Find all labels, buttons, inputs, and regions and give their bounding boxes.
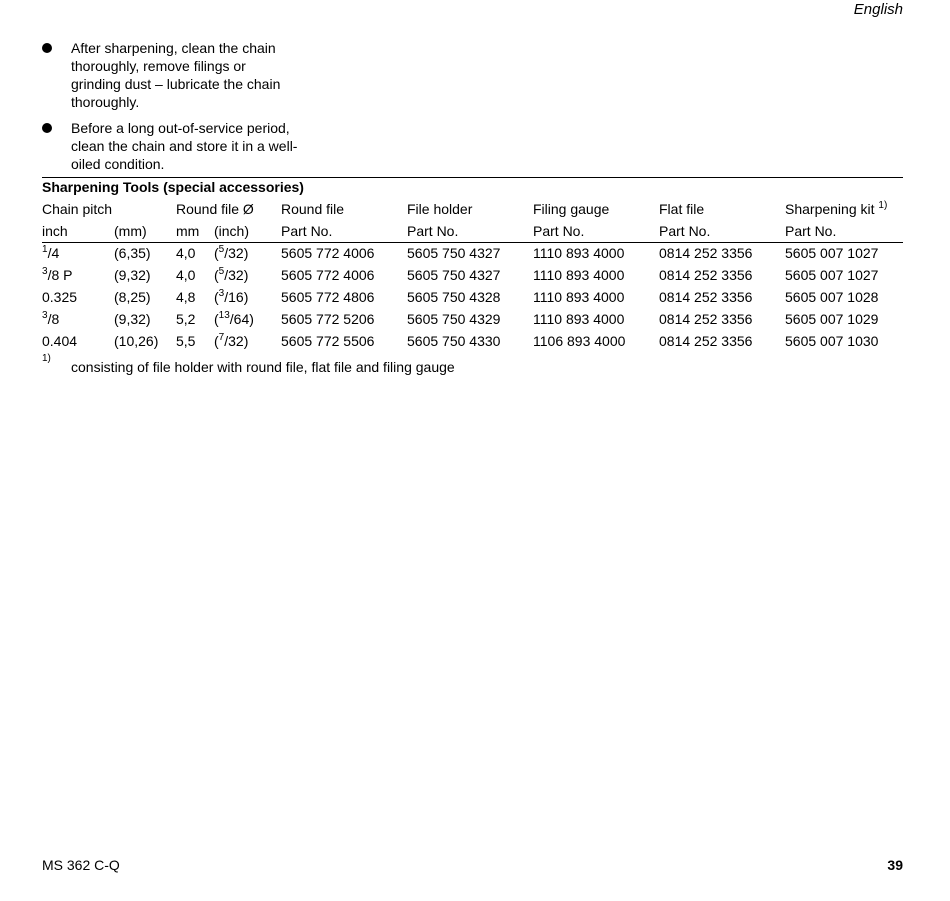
subheader-part-no: Part No.: [785, 223, 837, 239]
page-number: 39: [887, 857, 903, 873]
bullet-item: [42, 119, 332, 173]
cell-file-holder: 5605 750 4327: [407, 267, 501, 283]
cell-round-file: 5605 772 5506: [281, 333, 375, 349]
cell-file-inch: ($^{13}$/64): [214, 310, 254, 327]
cell-flat-file: 0814 252 3356: [659, 267, 753, 283]
cell-file-mm: 5,5: [176, 333, 196, 349]
cell-pitch-inch: 0.325: [42, 289, 78, 305]
subheader-mm: (mm): [114, 223, 147, 239]
cell-pitch-mm: (8,25): [114, 289, 151, 305]
section-divider: [42, 177, 903, 178]
cell-round-file: 5605 772 4006: [281, 267, 375, 283]
cell-pitch-inch: $^1$/4: [42, 244, 60, 261]
table-title: Sharpening Tools (special accessories): [42, 179, 304, 195]
bullet-line: After sharpening, clean the chain: [71, 40, 276, 56]
cell-filing-gauge: 1110 893 4000: [533, 311, 625, 327]
cell-file-mm: 5,2: [176, 311, 196, 327]
cell-file-inch: ($^5$/32): [214, 266, 249, 283]
cell-sharpening-kit: 5605 007 1029: [785, 311, 879, 327]
subheader-inch: inch: [42, 223, 68, 239]
header-round-file: Round file: [281, 201, 345, 217]
footer-model: MS 362 C-Q: [42, 857, 120, 873]
cell-file-inch: ($^3$/16): [214, 288, 249, 305]
subheader-part-no: Part No.: [533, 223, 585, 239]
cell-file-mm: 4,8: [176, 289, 196, 305]
cell-flat-file: 0814 252 3356: [659, 333, 753, 349]
cell-pitch-mm: (9,32): [114, 267, 151, 283]
cell-file-holder: 5605 750 4329: [407, 311, 501, 327]
subheader-file-mm: mm: [176, 223, 200, 239]
cell-filing-gauge: 1110 893 4000: [533, 245, 625, 261]
cell-pitch-mm: (6,35): [114, 245, 151, 261]
cell-pitch-mm: (9,32): [114, 311, 151, 327]
cell-round-file: 5605 772 4006: [281, 245, 375, 261]
cell-filing-gauge: 1110 893 4000: [533, 289, 625, 305]
footnote-reference: 1): [878, 200, 888, 211]
footnote-text: consisting of file holder with round file, flat file and filing gauge: [71, 359, 455, 375]
cell-pitch-inch: 0.404: [42, 333, 78, 349]
cell-flat-file: 0814 252 3356: [659, 245, 753, 261]
cell-sharpening-kit: 5605 007 1030: [785, 333, 879, 349]
cell-sharpening-kit: 5605 007 1027: [785, 267, 879, 283]
cell-round-file: 5605 772 4806: [281, 289, 375, 305]
header-chain-pitch: Chain pitch: [42, 201, 113, 217]
header-file-holder: File holder: [407, 201, 473, 217]
bullet-line: Before a long out-of-service period,: [71, 120, 290, 136]
header-round-file-diameter: Round file Ø: [176, 201, 254, 217]
cell-sharpening-kit: 5605 007 1027: [785, 245, 879, 261]
table-header-divider: [42, 242, 903, 243]
cell-sharpening-kit: 5605 007 1028: [785, 289, 879, 305]
header-sharpening-kit-label: Sharpening kit: [785, 201, 875, 217]
cell-flat-file: 0814 252 3356: [659, 289, 753, 305]
subheader-part-no: Part No.: [659, 223, 711, 239]
header-filing-gauge: Filing gauge: [533, 201, 610, 217]
cell-file-inch: ($^7$/32): [214, 332, 249, 349]
bullet-line: thoroughly, remove filings or: [71, 58, 246, 74]
bullet-text: [71, 119, 321, 173]
bullet-item: [42, 39, 332, 111]
cell-pitch-inch: $^3$/8: [42, 310, 60, 327]
cell-pitch-inch: $^3$/8 P: [42, 266, 73, 283]
bullet-text: [71, 39, 321, 111]
subheader-part-no: Part No.: [407, 223, 459, 239]
bullet-line: grinding dust – lubricate the chain: [71, 76, 281, 92]
cell-file-inch: ($^5$/32): [214, 244, 249, 261]
bullet-line: clean the chain and store it in a well-: [71, 138, 298, 154]
page-language-label: English: [853, 1, 903, 18]
cell-file-mm: 4,0: [176, 245, 196, 261]
cell-file-holder: 5605 750 4328: [407, 289, 501, 305]
bullet-line: thoroughly.: [71, 94, 140, 110]
cell-file-holder: 5605 750 4327: [407, 245, 501, 261]
header-sharpening-kit: [785, 201, 887, 217]
bullet-dot-icon: [42, 123, 52, 133]
cell-filing-gauge: 1106 893 4000: [533, 333, 626, 349]
bullet-line: oiled condition.: [71, 156, 165, 172]
cell-file-mm: 4,0: [176, 267, 196, 283]
cell-round-file: 5605 772 5206: [281, 311, 375, 327]
subheader-file-inch: (inch): [214, 223, 250, 239]
bullet-dot-icon: [42, 43, 52, 53]
cell-pitch-mm: (10,26): [114, 333, 159, 349]
subheader-part-no: Part No.: [281, 223, 333, 239]
cell-filing-gauge: 1110 893 4000: [533, 267, 625, 283]
footnote-marker: 1): [42, 353, 51, 364]
cell-flat-file: 0814 252 3356: [659, 311, 753, 327]
cell-file-holder: 5605 750 4330: [407, 333, 501, 349]
header-flat-file: Flat file: [659, 201, 705, 217]
